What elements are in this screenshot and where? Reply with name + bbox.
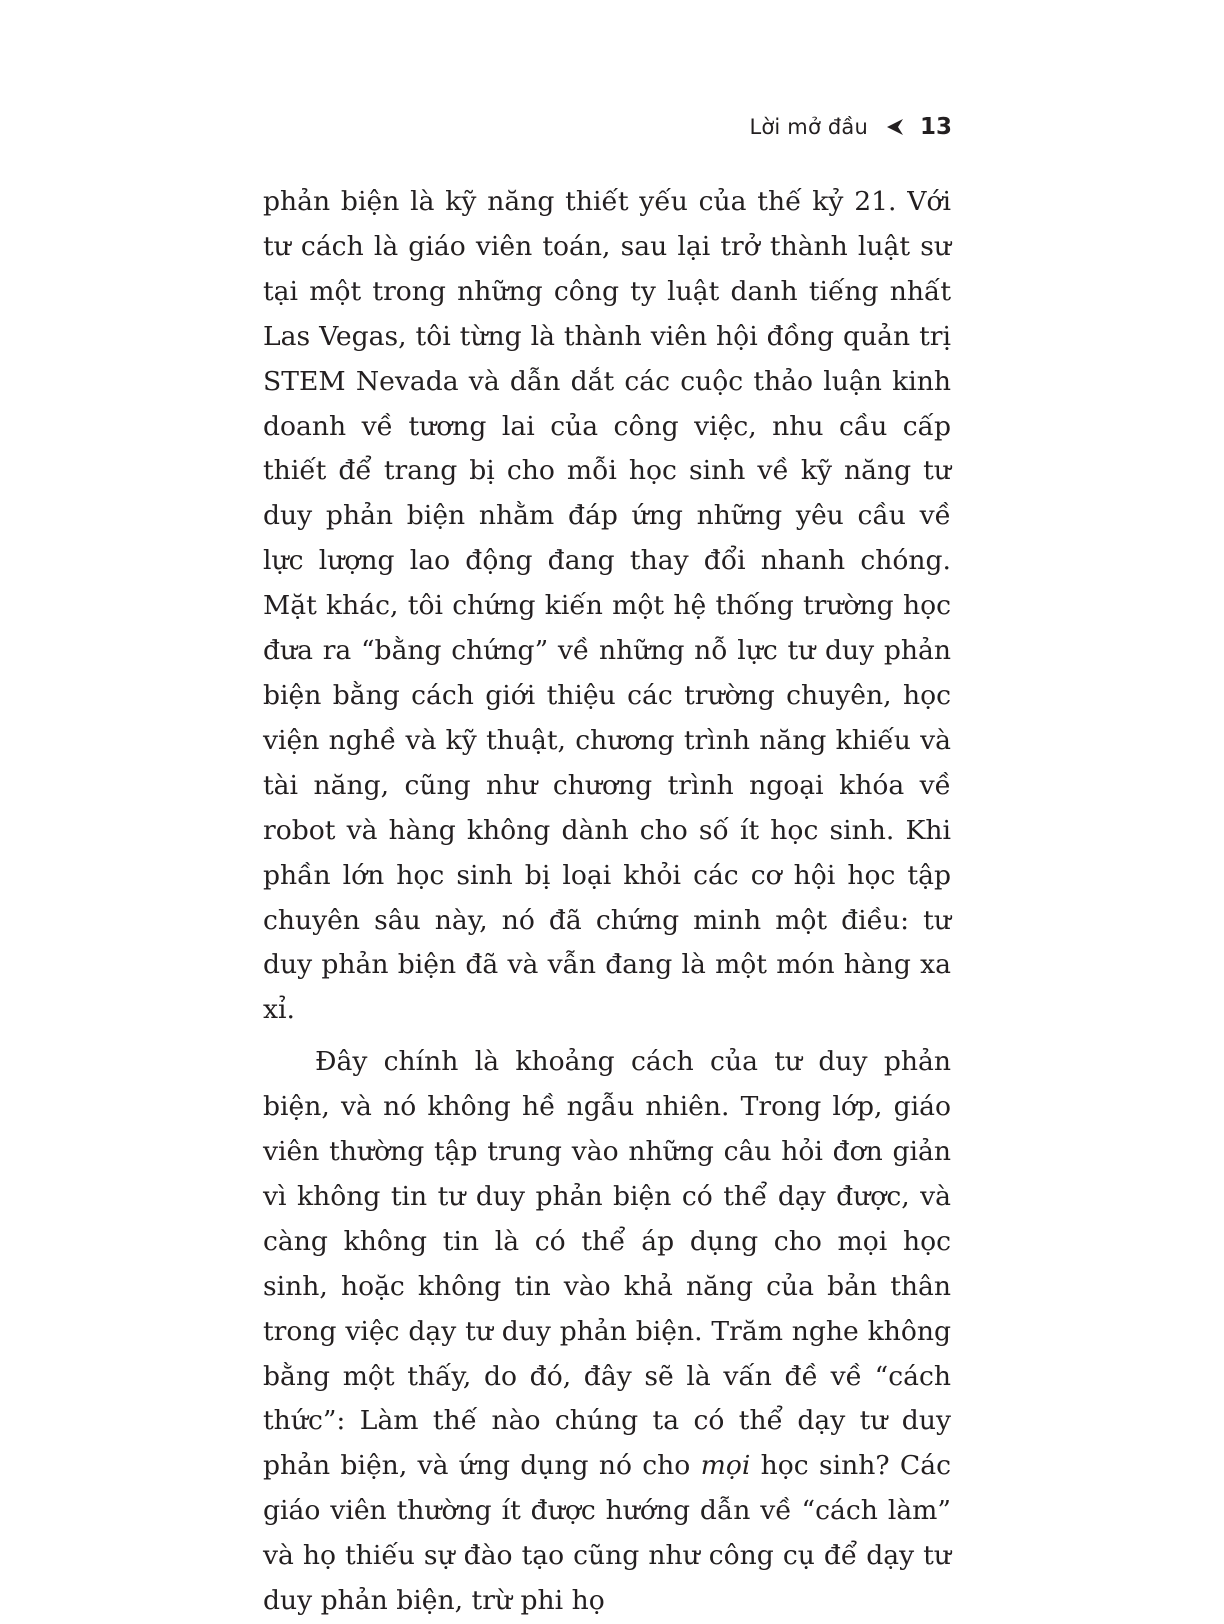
- paragraph-2-text-end: học sinh? Các giáo viên thường ít được hướng dẫn về “cách làm” và họ thiếu sự đào tạo cũng như công cụ để dạy tư duy phản biện, trừ phi họ: [263, 1450, 951, 1617]
- arrow-left-icon: [884, 116, 906, 138]
- running-head: [749, 114, 952, 140]
- page-number: 13: [919, 114, 952, 140]
- body-text: [263, 180, 951, 1624]
- paragraph-1: phản biện là kỹ năng thiết yếu của thế kỷ 21. Với tư cách là giáo viên toán, sau lại trở thành luật sư tại một trong những công ty luật danh tiếng nhất Las Vegas, tôi từng là thành viên hội đồng quản trị STEM Nevada và dẫn dắt các cuộc thảo luận kinh doanh về tương lai của công việc, nhu cầu cấp thiết để trang bị cho mỗi học sinh về kỹ năng tư duy phản biện nhằm đáp ứng những yêu cầu về lực lượng lao động đang thay đổi nhanh chóng. Mặt khác, tôi chứng kiến một hệ thống trường học đưa ra “bằng chứng” về những nỗ lực tư duy phản biện bằng cách giới thiệu các trường chuyên, học viện nghề và kỹ thuật, chương trình năng khiếu và tài năng, cũng như chương trình ngoại khóa về robot và hàng không dành cho số ít học sinh. Khi phần lớn học sinh bị loại khỏi các cơ hội học tập chuyên sâu này, nó đã chứng minh một điều: tư duy phản biện đã và vẫn đang là một món hàng xa xỉ.: [263, 186, 951, 1026]
- paragraph-2-text-start: Đây chính là khoảng cách của tư duy phản biện, và nó không hề ngẫu nhiên. Trong lớp, giáo viên thường tập trung vào những câu hỏi đơn giản vì không tin tư duy phản biện có thể dạy được, và càng không tin là có thể áp dụng cho mọi học sinh, hoặc không tin vào khả năng của bản thân trong việc dạy tư duy phản biện. Trăm nghe không bằng một thấy, do đó, đây sẽ là vấn đề về “cách thức”: Làm thế nào chúng ta có thể dạy tư duy phản biện, và ứng dụng nó cho: [263, 1046, 951, 1482]
- chapter-title: Lời mở đầu: [749, 115, 868, 139]
- paragraph-2-italic: mọi: [700, 1450, 751, 1482]
- paragraph-2: [263, 1040, 951, 1624]
